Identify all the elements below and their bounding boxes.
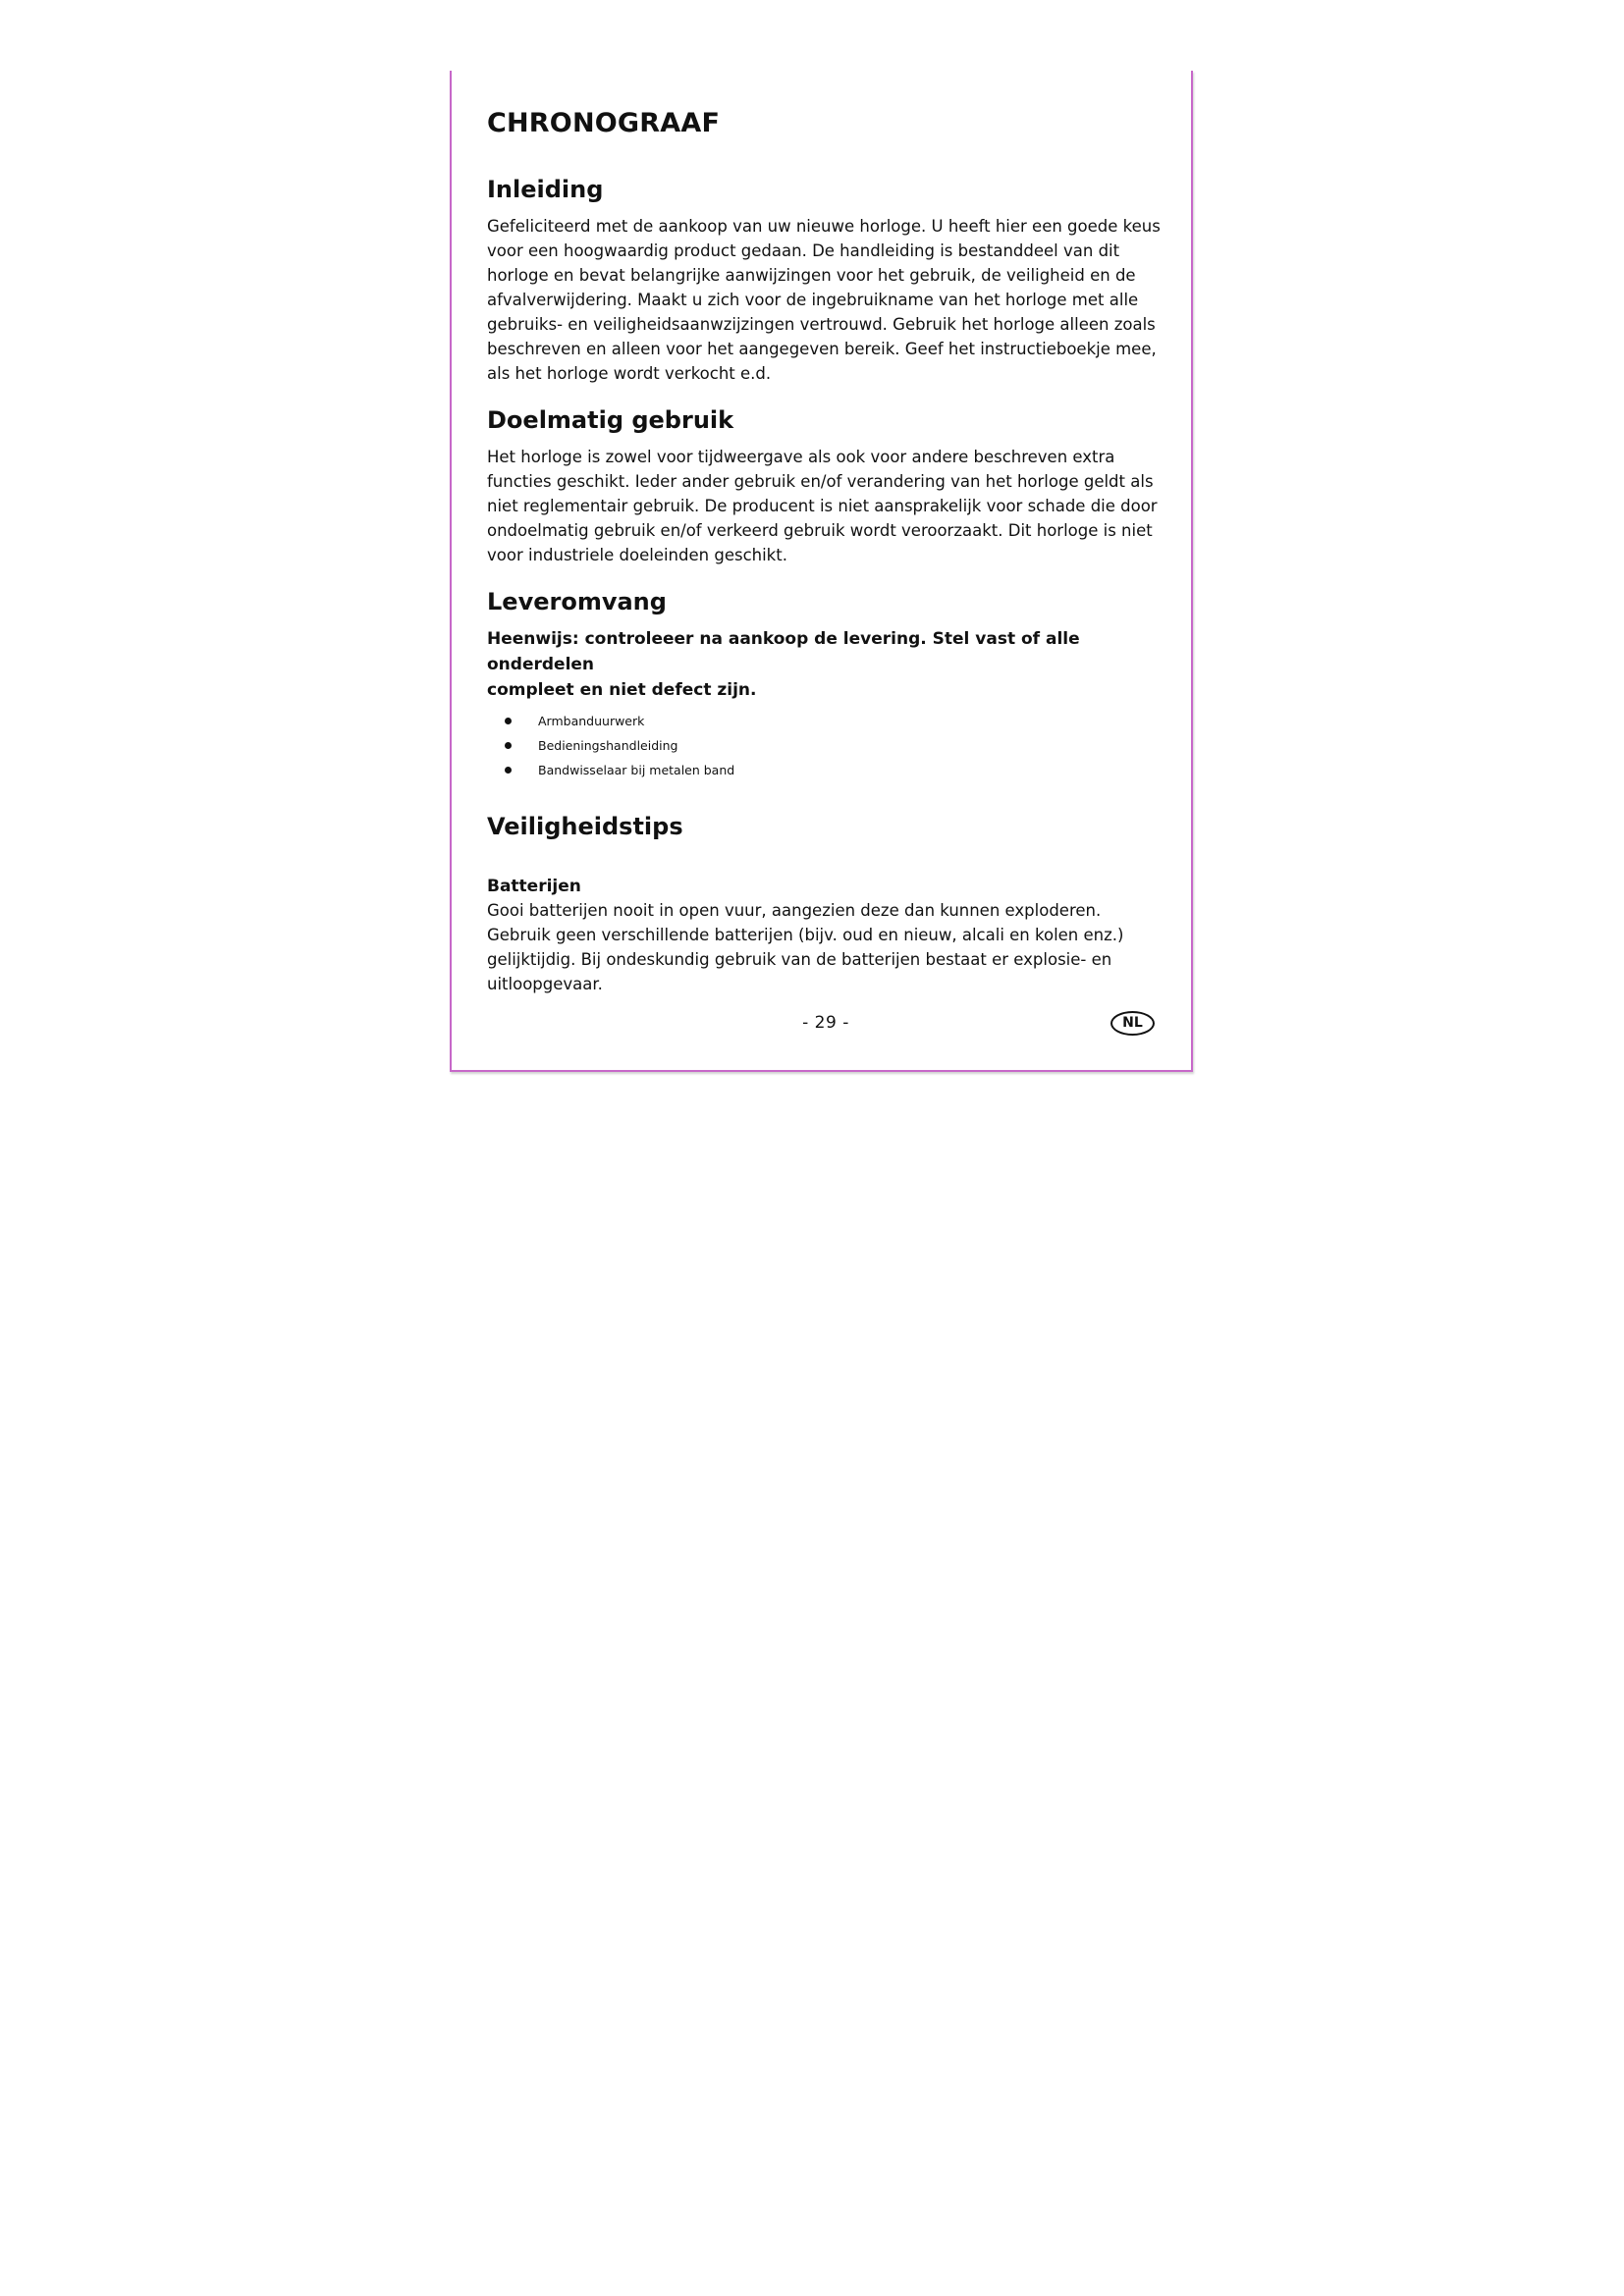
- page-number: - 29 -: [802, 1013, 849, 1033]
- list-item: [487, 733, 1164, 758]
- section-veiligheidstips: [487, 810, 1164, 996]
- sub-heading: Batterijen: [487, 877, 581, 896]
- text-line: horloge en bevat belangrijke aanwijzingen voor het gebruik, de veiligheid en de: [487, 266, 1136, 285]
- contents-list: [487, 709, 1164, 782]
- section-body: [487, 898, 1164, 996]
- bullet-icon: [505, 718, 512, 724]
- page-content: [487, 104, 1164, 996]
- hint-text: [487, 626, 1164, 703]
- page-footer: [487, 1009, 1164, 1041]
- list-item-label: Bedieningshandleiding: [538, 738, 678, 753]
- text-line: functies geschikt. Ieder ander gebruik en/of verandering van het horloge geldt als: [487, 472, 1154, 491]
- text-line: Gefeliciteerd met de aankoop van uw nieuwe horloge. U heeft hier een goede keus: [487, 217, 1161, 236]
- list-item-label: Bandwisselaar bij metalen band: [538, 763, 735, 777]
- list-item: [487, 758, 1164, 782]
- text-line: Gebruik geen verschillende batterijen (bijv. oud en nieuw, alcali en kolen enz.): [487, 926, 1124, 944]
- section-doelmatig-gebruik: [487, 403, 1164, 567]
- section-heading: Doelmatig gebruik: [487, 406, 734, 434]
- section-inleiding: [487, 173, 1164, 386]
- text-line: Gooi batterijen nooit in open vuur, aangezien deze dan kunnen exploderen.: [487, 901, 1102, 920]
- section-heading: Veiligheidstips: [487, 813, 683, 840]
- list-item: [487, 709, 1164, 733]
- document-title: CHRONOGRAAF: [487, 108, 721, 138]
- section-body: [487, 214, 1164, 386]
- text-line: afvalverwijdering. Maakt u zich voor de ingebruikname van het horloge met alle: [487, 291, 1139, 309]
- text-line: voor industriele doeleinden geschikt.: [487, 546, 787, 564]
- text-line: gebruiks- en veiligheidsaanwzijzingen vertrouwd. Gebruik het horloge alleen zoals: [487, 315, 1156, 334]
- section-heading: Leveromvang: [487, 588, 667, 615]
- language-badge: NL: [1110, 1011, 1155, 1036]
- text-line: niet reglementair gebruik. De producent is niet aansprakelijk voor schade die door: [487, 497, 1158, 515]
- section-body: [487, 445, 1164, 567]
- text-line: Heenwijs: controleeer na aankoop de levering. Stel vast of alle onderdelen: [487, 629, 1080, 674]
- section-heading: Inleiding: [487, 176, 604, 203]
- text-line: ondoelmatig gebruik en/of verkeerd gebruik wordt veroorzaakt. Dit horloge is niet: [487, 521, 1153, 540]
- text-line: voor een hoogwaardig product gedaan. De handleiding is bestanddeel van dit: [487, 241, 1120, 260]
- text-line: beschreven en alleen voor het aangegeven bereik. Geef het instructieboekje mee,: [487, 340, 1157, 358]
- list-item-label: Armbanduurwerk: [538, 714, 645, 728]
- text-line: als het horloge wordt verkocht e.d.: [487, 364, 772, 383]
- text-line: uitloopgevaar.: [487, 975, 603, 993]
- text-line: compleet en niet defect zijn.: [487, 680, 757, 700]
- section-leveromvang: [487, 585, 1164, 782]
- text-line: gelijktijdig. Bij ondeskundig gebruik van de batterijen bestaat er explosie- en: [487, 950, 1112, 969]
- bullet-icon: [505, 742, 512, 749]
- bullet-icon: [505, 767, 512, 774]
- text-line: Het horloge is zowel voor tijdweergave als ook voor andere beschreven extra: [487, 448, 1115, 466]
